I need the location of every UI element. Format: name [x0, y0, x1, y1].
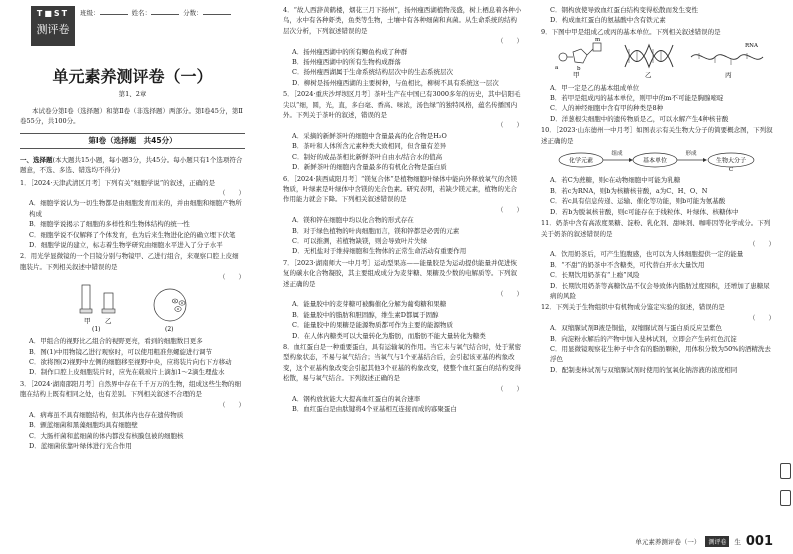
- option-a: A．甲一定是乙的基本组成单位: [550, 83, 640, 92]
- test-logo: T■ST 测评卷: [31, 6, 75, 46]
- page-footer: [635, 534, 773, 549]
- middle-column: [283, 4, 523, 415]
- option-d: D．配制斐林试剂与双缩脲试剂时使用的氢氧化钠溶液的浓度相同: [550, 365, 738, 374]
- question-1: [20, 178, 245, 251]
- option-d: D．洋葱根尖细胞中的遗传物质是乙，可以水解产生4种核苷酸: [550, 114, 729, 123]
- option-c: C．若c具有信息传递、运输、催化等功能，则b可能为氨基酸: [550, 197, 726, 206]
- question-9: [541, 27, 775, 124]
- label-yi: 乙: [105, 316, 112, 325]
- question-3: [20, 379, 245, 452]
- svg-text:形成: 形成: [685, 151, 697, 158]
- option-c: C．可以推测，若植物缺镁，则会导致叶片失绿: [292, 236, 427, 245]
- option-a: A．双缩脲试剂B液是铜盐，双缩脲试剂与蛋白质反应呈紫色: [550, 324, 722, 333]
- option-b: B．图(1)中用物镜乙进行观察时，可以使用粗准焦螺旋进行调节: [29, 347, 212, 356]
- microscope-figure: [20, 283, 245, 333]
- question-stem: 11．奶茶中含有高浓度果糖、淀粉、乳化剂、甜味剂、咖啡因等化学成分。下列关于奶茶的叙述错误的是: [541, 219, 771, 238]
- answer-blank[interactable]: （ ）: [219, 400, 245, 409]
- option-a: A．采摘的新鲜茶叶的细胞中含量最高的化合物是H₂O: [292, 131, 447, 140]
- option-c: C．扬州瘦西湖属于生命系统结构层次中的生态系统层次: [292, 68, 453, 77]
- option-b: B．能量胶中的脂肪和胆固醇，维生素D都属于固醇: [292, 310, 439, 319]
- option-b: B．颤蓝细菌和黑藻细胞均具有细胞壁: [29, 421, 138, 430]
- answer-blank[interactable]: （ ）: [497, 37, 523, 46]
- nucleotide-figure: [541, 37, 775, 79]
- label-bing: 丙: [725, 71, 732, 80]
- left-column: [20, 4, 245, 452]
- option-b: B．向淀粉水解后的产物中加入斐林试剂，立即会产生砖红色沉淀: [550, 334, 737, 343]
- dna-double-helix-icon: [625, 45, 673, 67]
- option-b: B．对于绿色植物的叶肉细胞而言，镁和锌都是必需的元素: [292, 226, 460, 235]
- question-stem: 6．［2024·陕西咸阳月考］“镁复合体”是植物细胞叶绿体中能向外释放氧气的含镁物质，叶绿素是叶绿体中含镁的光合色素。研究表明，若缺少镁元素，植物的光合作用能力就会下降。下列相关叙述错误的是: [283, 174, 518, 204]
- label-fig-2: (2): [165, 325, 174, 333]
- svg-text:a: a: [555, 65, 559, 72]
- question-7: [283, 258, 523, 341]
- option-d: D．长期饮用奶茶等高糖饮品不仅会导致体内脂肪过度囤积，还增加了患糖尿病的风险: [550, 281, 770, 300]
- answer-blank[interactable]: （ ）: [219, 189, 245, 198]
- label-jia: 甲: [573, 71, 580, 80]
- question-8-continued: [541, 5, 775, 26]
- concept-map-figure: [541, 146, 775, 172]
- option-d: D．细胞学说的建立，标志着生物学研究由细胞水平进入了分子水平: [29, 241, 223, 250]
- answer-blank[interactable]: （ ）: [497, 205, 523, 214]
- option-b: B．扬州瘦西湖中的所有生物构成群落: [292, 58, 401, 67]
- page-subtitle: 第1、2章: [118, 90, 147, 98]
- option-d: D．在人体内糖类可以大量转化为脂肪，而脂肪不能大量转化为糖类: [292, 331, 486, 340]
- label-yi: 乙: [645, 71, 652, 80]
- header: [20, 4, 245, 48]
- option-b: B．血红蛋白是由肽键将4个亚基相互连接而成的寡聚蛋白: [292, 405, 457, 414]
- option-b: B．“不甜”的奶茶中不含糖类，可代替白开水大量饮用: [550, 260, 705, 269]
- option-a: A．扬州瘦西湖中的所有鲫鱼构成了种群: [292, 47, 408, 56]
- option-c: C．人的神经细胞中含有甲的种类是8种: [550, 104, 664, 113]
- option-b: B．若c为RNA，则b为核糖核苷酸，a为C、H、O、N: [550, 186, 708, 195]
- question-stem: 9．下图中甲是组成乙或丙的基本单位。下列相关叙述错误的是: [541, 27, 721, 36]
- svg-text:C: C: [728, 167, 734, 173]
- option-a: A．细胞学说认为一切生物都是由细胞发育而来的，并由细胞和细胞产物所构成: [29, 199, 242, 218]
- question-5: [283, 89, 523, 172]
- option-d: D．构成血红蛋白的氨基酸中含有铁元素: [550, 16, 666, 25]
- part-heading: 第Ⅰ卷（选择题 共45分）: [20, 133, 245, 149]
- class-field[interactable]: [100, 14, 128, 15]
- option-d: D．制作口腔上皮细胞装片时，应先在载玻片上滴加1～2滴生理盐水: [29, 368, 225, 377]
- name-label: 姓名：: [131, 9, 152, 17]
- question-11: [541, 218, 775, 301]
- option-b: B．细胞学说揭示了细胞的多样性和生物体结构的统一性: [29, 220, 190, 229]
- option-c: C．长期饮用奶茶有“上瘾”风险: [550, 271, 640, 280]
- question-6: [283, 174, 523, 257]
- objective-jia-icon: [80, 285, 92, 313]
- answer-blank[interactable]: （ ）: [749, 239, 775, 248]
- question-12: [541, 302, 775, 375]
- option-a: A．能量胶中的麦芽糖可被酶催化分解为葡萄糖和果糖: [292, 300, 447, 309]
- option-b: B．若甲是组成丙的基本单位，则甲中的m不可能是胸腺嘧啶: [550, 94, 724, 103]
- question-stem: 7．［2023·湖南师大一中月考］运动型果冻——能量胶是为运动提供能量并促进恢复的碳水化合物凝胶，其主要组成成分为麦芽糖、果糖及少数的电解质等。下列叙述正确的是: [283, 258, 517, 288]
- option-d: D．新鲜茶叶的细胞内含量最多的有机化合物是蛋白质: [292, 163, 447, 172]
- svg-text:基本单位: 基本单位: [642, 157, 668, 165]
- question-2: [20, 251, 245, 377]
- option-a: A．甲组合的视野比乙组合的视野更亮，看到的细胞数目更多: [29, 337, 203, 346]
- student-info-fields: [80, 8, 233, 18]
- question-stem: 3．［2024·湖南邵阳月考］自然界中存在千千万万的生物，组成这些生物的细胞在结构上既有相同之处，也有差别。下列相关叙述不合理的是: [20, 379, 241, 399]
- option-a: A．若C为蔗糖，则c在动物细胞中可能为乳糖: [550, 176, 681, 185]
- option-d: D．无机盐对于维持细胞和生物体的正常生命活动有重要作用: [292, 247, 467, 256]
- label-fig-1: (1): [92, 325, 101, 333]
- question-stem: 10．［2023·山东德州一中月考］如图表示有关生物大分子的简要概念图，下列叙述正确的是: [541, 126, 773, 145]
- option-d: D．柳树是扬州瘦西湖的主要树种，与鱼相比，柳树不具有系统这一层次: [292, 78, 499, 87]
- svg-text:生物大分子: 生物大分子: [715, 157, 747, 165]
- question-stem: 12．下列关于生物组织中有机物成分鉴定实验的叙述，错误的是: [541, 303, 725, 312]
- nucleotide-jia-icon: [559, 43, 601, 63]
- class-label: 班级：: [80, 9, 100, 17]
- answer-blank[interactable]: （ ）: [749, 313, 775, 322]
- label-jia: 甲: [84, 316, 91, 325]
- page-title: 单元素养测评卷（一）: [52, 67, 213, 86]
- option-c: C．制好的成品茶相比新鲜茶叶自由水/结合水的值高: [292, 152, 443, 161]
- answer-blank[interactable]: （ ）: [497, 121, 523, 130]
- option-a: A．镁和锌在细胞中均以化合物的形式存在: [292, 216, 414, 225]
- right-column: [541, 4, 775, 375]
- question-stem: 4．“故人西辞黄鹤楼，烟花三月下扬州”，扬州瘦西湖植物茂盛，树上栖息着各种小鸟，水中有各种虾类，鱼类等生物，土壤中有各种细菌和真菌。从生命系统的结构层次分析，下列叙述错误的是: [283, 6, 522, 35]
- svg-text:m: m: [595, 37, 601, 44]
- footer-badge: 测评卷: [705, 536, 729, 547]
- section-heading: 一、选择题(本大题共15小题，每小题3分，共45分。每小题只有1个选项符合题意，不选、多选、错选均不得分): [20, 155, 243, 175]
- option-c: C．大肠杆菌和蓝细菌的体内都没有核膜包被的细胞核: [29, 431, 184, 440]
- question-10: [541, 125, 775, 217]
- objective-yi-icon: [102, 293, 115, 313]
- question-stem: 1．［2024·天津武清区月考］下列有关“细胞学说”的叙述，正确的是: [20, 178, 216, 187]
- footer-prefix: 生: [734, 538, 741, 546]
- question-stem: 5．［2024·重庆沙坪坝区月考］茶叶生产在中国已有3000多年的历史，其中信阳毛尖以“细，圆，光，直，多白毫、香高、味浓，汤色绿”的独特风格，蕴名传播国内外。下列关于茶叶的叙述，错误的是: [283, 90, 521, 120]
- option-a: A．病毒虽不具有细胞结构，但其体内也存在遗传物质: [29, 410, 184, 419]
- option-d: D．若b为脱氧核苷酸，则c可能存在于线粒体、叶绿体、核糖体中: [550, 207, 739, 216]
- option-a: A．钢构放抗能大大提高血红蛋白的氧合速率: [292, 395, 421, 404]
- option-b: B．茶叶和人体所含元素种类大致相同，但含量有差异: [292, 142, 447, 151]
- field-of-view-icon: [154, 289, 186, 321]
- option-c: C．钢构放使导致血红蛋白结构变得松散而发生变性: [550, 6, 698, 14]
- question-stem: 2．用光学显微镜的一个目镜分别与物镜甲、乙进行组合，来观察口腔上皮细胞装片。下列相关叙述中错误的是: [20, 252, 239, 271]
- score-field[interactable]: [203, 14, 231, 15]
- svg-text:化学元素: 化学元素: [568, 157, 594, 165]
- name-field[interactable]: [151, 14, 179, 15]
- svg-text:b: b: [577, 66, 581, 73]
- score-label: 分数：: [183, 9, 203, 17]
- option-a: A．饮用奶茶后，可产生饱腹感，也可以为人体细胞提供一定的能量: [550, 250, 744, 259]
- intro-text: 本试卷分第Ⅰ卷（选择题）和第Ⅱ卷（非选择题）两部分。第Ⅰ卷45分，第Ⅱ卷55分，共100分。: [20, 107, 243, 126]
- rna-strand-icon: [691, 53, 763, 65]
- answer-blank[interactable]: （ ）: [497, 289, 523, 298]
- question-4: [283, 5, 523, 88]
- option-d: D．蓝细菌依靠叶绿体进行光合作用: [29, 442, 132, 451]
- question-8: [283, 342, 523, 415]
- option-c: C．欲将图(2)视野中左侧的细胞移至视野中央，应将装片向右下方移动: [29, 357, 232, 366]
- page-number: 001: [745, 534, 773, 549]
- label-rna: RNA: [745, 43, 758, 50]
- question-stem: 8．血红蛋白是一种重要蛋白，具有运输氧的作用。当它未与氧气结合时，处于紧密型构象状态，不易与氧气结合；当氧气与1个亚基结合后，会引起该亚基的构象改变，这个亚基构象改变会引起其他3个亚基的构象改变，使整个血红蛋白的结构变得松散，易与氧气结合。下列叙述正确的是: [283, 343, 522, 383]
- footer-title: 单元素养测评卷（一）: [635, 538, 701, 546]
- option-c: C．细胞学说不仅解释了个体发育，也为后来生物进化论的确立埋下伏笔: [29, 230, 236, 239]
- option-c: C．能量胶中的果糖是能源物质都可作为主要的能源物质: [292, 321, 453, 330]
- svg-text:组成: 组成: [611, 151, 623, 158]
- option-c: C．用显微镜观察花生种子中含有的脂肪颗粒，用体积分数为50%的酒精洗去浮色: [550, 344, 771, 364]
- answer-blank[interactable]: （ ）: [219, 273, 245, 282]
- edge-tab-icon: [780, 490, 791, 506]
- answer-blank[interactable]: （ ）: [497, 384, 523, 393]
- edge-tab-icon: [780, 463, 791, 479]
